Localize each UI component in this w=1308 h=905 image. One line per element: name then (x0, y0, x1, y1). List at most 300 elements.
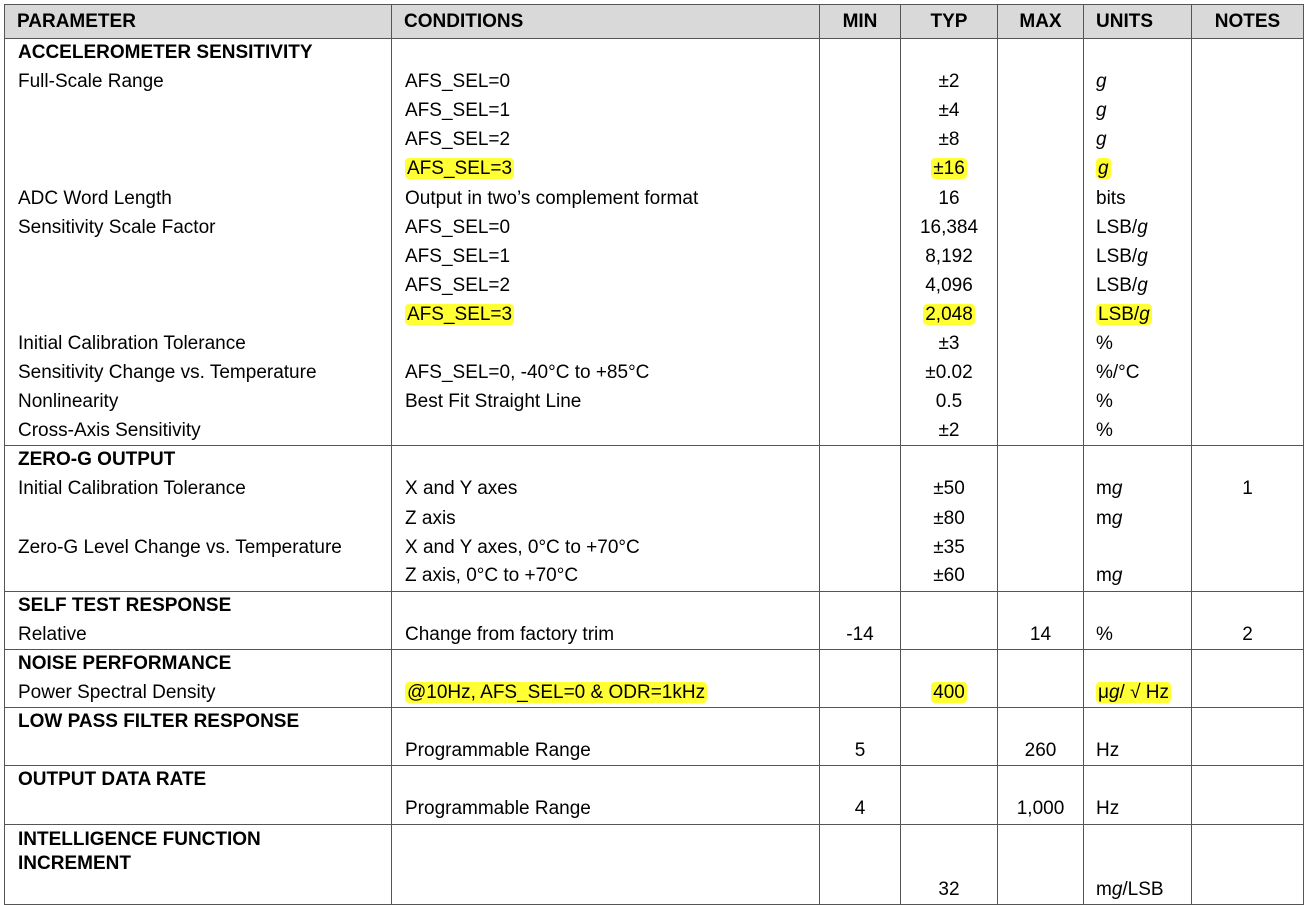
max-cell (998, 562, 1084, 591)
min-value: 5 (854, 740, 866, 762)
max-cell (998, 446, 1084, 475)
conditions-value: Z axis (405, 507, 456, 529)
typ-cell (901, 446, 998, 475)
notes-cell (1192, 562, 1304, 591)
min-cell (820, 737, 901, 766)
units-cell (1084, 824, 1192, 876)
conditions-value: AFS_SEL=2 (405, 274, 511, 296)
conditions-value: X and Y axes, 0°C to +70°C (405, 536, 640, 558)
units-value: g (1098, 158, 1109, 180)
parameter-cell (5, 504, 392, 533)
group-title: ACCELEROMETER SENSITIVITY (5, 39, 392, 68)
table-row (5, 97, 1304, 126)
min-value: 4 (854, 798, 866, 820)
notes-cell (1192, 359, 1304, 388)
units-cell (1084, 213, 1192, 242)
col-header-notes: NOTES (1192, 5, 1304, 39)
parameter-cell (5, 184, 392, 213)
parameter-cell (5, 620, 392, 649)
notes-value: 1 (1242, 478, 1253, 500)
notes-cell (1192, 242, 1304, 271)
typ-cell (901, 649, 998, 678)
typ-value: 2,048 (925, 303, 973, 325)
conditions-cell (392, 679, 820, 708)
units-value: μg/ √ Hz (1098, 681, 1170, 703)
typ-value: ±3 (938, 332, 960, 354)
parameter-value: Power Spectral Density (18, 681, 216, 703)
typ-cell (901, 213, 998, 242)
min-cell (820, 39, 901, 68)
conditions-cell (392, 213, 820, 242)
group-header-row (5, 39, 1304, 68)
max-cell (998, 504, 1084, 533)
conditions-cell (392, 649, 820, 678)
conditions-cell (392, 446, 820, 475)
typ-cell (901, 155, 998, 184)
typ-value: ±4 (938, 100, 960, 122)
parameter-cell (5, 388, 392, 417)
table-row (5, 475, 1304, 504)
parameter-cell (5, 737, 392, 766)
table-row (5, 213, 1304, 242)
max-cell (998, 824, 1084, 876)
units-cell (1084, 876, 1192, 905)
max-cell (998, 155, 1084, 184)
max-cell (998, 388, 1084, 417)
min-cell (820, 300, 901, 329)
typ-cell (901, 388, 998, 417)
units-value: mg (1096, 565, 1123, 587)
units-cell (1084, 708, 1192, 737)
conditions-value: AFS_SEL=1 (405, 100, 511, 122)
typ-cell (901, 824, 998, 876)
max-cell (998, 475, 1084, 504)
typ-cell (901, 359, 998, 388)
units-cell (1084, 446, 1192, 475)
conditions-value: AFS_SEL=3 (407, 303, 513, 325)
group-title: OUTPUT DATA RATE (5, 766, 392, 795)
max-cell (998, 126, 1084, 155)
max-cell (998, 300, 1084, 329)
typ-cell (901, 679, 998, 708)
units-cell (1084, 766, 1192, 795)
units-cell (1084, 271, 1192, 300)
col-header-conditions: CONDITIONS (392, 5, 820, 39)
typ-cell (901, 300, 998, 329)
typ-value: ±2 (938, 71, 960, 93)
units-value: mg (1096, 478, 1123, 500)
col-header-typ: TYP (901, 5, 998, 39)
conditions-cell (392, 359, 820, 388)
group-header-row (5, 708, 1304, 737)
table-row (5, 417, 1304, 446)
units-cell (1084, 620, 1192, 649)
table-row (5, 155, 1304, 184)
typ-cell (901, 737, 998, 766)
conditions-cell (392, 562, 820, 591)
notes-cell (1192, 737, 1304, 766)
notes-cell (1192, 300, 1304, 329)
parameter-cell (5, 271, 392, 300)
conditions-cell (392, 300, 820, 329)
typ-cell (901, 562, 998, 591)
typ-value: ±50 (933, 478, 965, 500)
units-value: Hz (1096, 798, 1120, 820)
typ-cell (901, 417, 998, 446)
parameter-value: Full-Scale Range (18, 71, 164, 93)
col-header-units: UNITS (1084, 5, 1192, 39)
typ-value: 400 (933, 681, 965, 703)
table-row (5, 271, 1304, 300)
conditions-cell (392, 388, 820, 417)
max-cell (998, 213, 1084, 242)
min-cell (820, 359, 901, 388)
notes-cell (1192, 39, 1304, 68)
min-cell (820, 824, 901, 876)
group-title: ZERO-G OUTPUT (5, 446, 392, 475)
units-value: Hz (1096, 740, 1120, 762)
header-row (5, 5, 1304, 39)
conditions-cell (392, 126, 820, 155)
notes-cell (1192, 388, 1304, 417)
units-cell (1084, 388, 1192, 417)
notes-cell (1192, 649, 1304, 678)
conditions-value: AFS_SEL=0 (405, 216, 511, 238)
typ-cell (901, 591, 998, 620)
col-header-min: MIN (820, 5, 901, 39)
parameter-cell (5, 155, 392, 184)
table-row (5, 504, 1304, 533)
typ-cell (901, 126, 998, 155)
parameter-value: Relative (18, 623, 87, 645)
min-cell (820, 504, 901, 533)
min-cell (820, 766, 901, 795)
parameter-cell (5, 475, 392, 504)
max-cell (998, 766, 1084, 795)
max-value: 1,000 (1016, 798, 1065, 820)
min-cell (820, 591, 901, 620)
group-title: LOW PASS FILTER RESPONSE (5, 708, 392, 737)
units-value: LSB/g (1096, 216, 1148, 238)
units-cell (1084, 242, 1192, 271)
max-cell (998, 39, 1084, 68)
conditions-cell (392, 271, 820, 300)
typ-cell (901, 39, 998, 68)
max-cell (998, 68, 1084, 97)
typ-cell (901, 242, 998, 271)
group-title-line: INCREMENT (18, 852, 131, 874)
units-cell (1084, 475, 1192, 504)
typ-cell (901, 475, 998, 504)
units-cell (1084, 126, 1192, 155)
notes-cell (1192, 620, 1304, 649)
units-cell (1084, 359, 1192, 388)
group-title: SELF TEST RESPONSE (5, 591, 392, 620)
table-row (5, 876, 1304, 905)
conditions-value: Output in two’s complement format (405, 187, 699, 209)
conditions-value: AFS_SEL=2 (405, 129, 511, 151)
notes-value: 2 (1242, 623, 1253, 645)
max-cell (998, 417, 1084, 446)
conditions-cell (392, 475, 820, 504)
units-cell (1084, 329, 1192, 358)
notes-cell (1192, 155, 1304, 184)
min-cell (820, 708, 901, 737)
min-cell (820, 126, 901, 155)
parameter-cell (5, 126, 392, 155)
typ-cell (901, 504, 998, 533)
units-value: % (1096, 420, 1113, 442)
conditions-cell (392, 504, 820, 533)
parameter-cell (5, 417, 392, 446)
conditions-value: @10Hz, AFS_SEL=0 & ODR=1kHz (407, 681, 706, 703)
typ-value: ±8 (938, 129, 960, 151)
units-value: %/°C (1096, 362, 1140, 384)
conditions-value: Z axis, 0°C to +70°C (405, 565, 579, 587)
typ-cell (901, 184, 998, 213)
conditions-cell (392, 737, 820, 766)
notes-cell (1192, 97, 1304, 126)
group-header-row (5, 766, 1304, 795)
parameter-cell (5, 795, 392, 824)
conditions-cell (392, 242, 820, 271)
units-cell (1084, 68, 1192, 97)
table-row (5, 68, 1304, 97)
typ-value: ±35 (933, 536, 965, 558)
units-value: LSB/g (1096, 274, 1148, 296)
parameter-cell (5, 876, 392, 905)
conditions-value: X and Y axes (405, 478, 518, 500)
conditions-cell (392, 708, 820, 737)
parameter-cell (5, 213, 392, 242)
conditions-cell (392, 97, 820, 126)
conditions-cell (392, 39, 820, 68)
max-cell (998, 795, 1084, 824)
notes-cell (1192, 446, 1304, 475)
notes-cell (1192, 876, 1304, 905)
notes-cell (1192, 679, 1304, 708)
table-row (5, 329, 1304, 358)
units-cell (1084, 504, 1192, 533)
conditions-value: AFS_SEL=3 (407, 158, 513, 180)
typ-cell (901, 876, 998, 905)
table-row (5, 184, 1304, 213)
group-title: NOISE PERFORMANCE (5, 649, 392, 678)
conditions-cell (392, 620, 820, 649)
min-cell (820, 446, 901, 475)
max-cell (998, 184, 1084, 213)
max-cell (998, 649, 1084, 678)
max-cell (998, 242, 1084, 271)
typ-cell (901, 533, 998, 562)
parameter-cell (5, 242, 392, 271)
notes-cell (1192, 271, 1304, 300)
notes-cell (1192, 475, 1304, 504)
table-row (5, 562, 1304, 591)
spec-table-body (5, 39, 1304, 905)
notes-cell (1192, 504, 1304, 533)
min-cell (820, 184, 901, 213)
parameter-value: Nonlinearity (18, 391, 119, 413)
units-value: LSB/g (1096, 245, 1148, 267)
min-cell (820, 620, 901, 649)
typ-cell (901, 68, 998, 97)
units-value: % (1096, 623, 1113, 645)
min-cell (820, 649, 901, 678)
max-cell (998, 591, 1084, 620)
units-cell (1084, 155, 1192, 184)
notes-cell (1192, 184, 1304, 213)
notes-cell (1192, 533, 1304, 562)
typ-value: ±60 (933, 565, 965, 587)
max-cell (998, 679, 1084, 708)
min-cell (820, 388, 901, 417)
units-value: g (1096, 100, 1107, 122)
parameter-cell (5, 533, 392, 562)
parameter-cell (5, 300, 392, 329)
typ-cell (901, 97, 998, 126)
group-header-row (5, 446, 1304, 475)
max-cell (998, 533, 1084, 562)
parameter-cell (5, 68, 392, 97)
max-value: 14 (1029, 623, 1052, 645)
table-row (5, 126, 1304, 155)
group-header-row (5, 649, 1304, 678)
notes-cell (1192, 795, 1304, 824)
conditions-cell (392, 533, 820, 562)
table-row (5, 300, 1304, 329)
parameter-cell (5, 359, 392, 388)
group-header-row (5, 824, 1304, 876)
typ-value: ±2 (938, 420, 960, 442)
conditions-cell (392, 184, 820, 213)
notes-cell (1192, 417, 1304, 446)
min-cell (820, 271, 901, 300)
typ-value: ±16 (933, 158, 965, 180)
max-cell (998, 359, 1084, 388)
parameter-value: Zero-G Level Change vs. Temperature (18, 536, 342, 558)
conditions-cell (392, 824, 820, 876)
min-cell (820, 155, 901, 184)
conditions-value: AFS_SEL=0 (405, 71, 511, 93)
min-cell (820, 213, 901, 242)
typ-value: 4,096 (925, 274, 973, 296)
notes-cell (1192, 68, 1304, 97)
parameter-cell (5, 562, 392, 591)
units-value: % (1096, 332, 1113, 354)
conditions-value: Programmable Range (405, 798, 591, 820)
conditions-value: Best Fit Straight Line (405, 391, 582, 413)
notes-cell (1192, 766, 1304, 795)
parameter-cell (5, 329, 392, 358)
notes-cell (1192, 708, 1304, 737)
typ-cell (901, 766, 998, 795)
max-cell (998, 708, 1084, 737)
units-cell (1084, 591, 1192, 620)
min-cell (820, 562, 901, 591)
typ-value: ±80 (933, 507, 965, 529)
units-value: g (1096, 71, 1107, 93)
typ-value: 8,192 (925, 245, 973, 267)
conditions-cell (392, 795, 820, 824)
notes-cell (1192, 329, 1304, 358)
typ-value: 16,384 (919, 216, 979, 238)
notes-cell (1192, 824, 1304, 876)
min-cell (820, 876, 901, 905)
table-row (5, 620, 1304, 649)
min-cell (820, 533, 901, 562)
col-header-parameter: PARAMETER (5, 5, 392, 39)
max-value: 260 (1024, 740, 1057, 762)
notes-cell (1192, 591, 1304, 620)
units-cell (1084, 300, 1192, 329)
units-value: g (1096, 129, 1107, 151)
typ-value: 32 (938, 878, 960, 900)
group-title-line: INTELLIGENCE FUNCTION (18, 828, 261, 850)
table-row (5, 242, 1304, 271)
parameter-value: Sensitivity Scale Factor (18, 216, 216, 238)
conditions-value: AFS_SEL=0, -40°C to +85°C (405, 362, 650, 384)
typ-cell (901, 329, 998, 358)
min-cell (820, 475, 901, 504)
group-title (5, 824, 392, 876)
typ-cell (901, 795, 998, 824)
units-cell (1084, 679, 1192, 708)
min-cell (820, 679, 901, 708)
conditions-cell (392, 876, 820, 905)
units-cell (1084, 737, 1192, 766)
units-value: bits (1096, 187, 1126, 209)
typ-value: 0.5 (935, 391, 963, 413)
typ-value: 16 (938, 187, 960, 209)
group-header-row (5, 591, 1304, 620)
min-cell (820, 68, 901, 97)
conditions-cell (392, 68, 820, 97)
col-header-max: MAX (998, 5, 1084, 39)
units-value: mg (1096, 507, 1123, 529)
min-cell (820, 242, 901, 271)
max-cell (998, 329, 1084, 358)
notes-cell (1192, 126, 1304, 155)
typ-value: ±0.02 (925, 362, 973, 384)
parameter-value: Initial Calibration Tolerance (18, 478, 246, 500)
parameter-cell (5, 679, 392, 708)
min-value: -14 (846, 623, 874, 645)
units-value: mg/LSB (1096, 878, 1164, 900)
conditions-cell (392, 155, 820, 184)
conditions-cell (392, 591, 820, 620)
table-row (5, 737, 1304, 766)
max-cell (998, 876, 1084, 905)
min-cell (820, 97, 901, 126)
conditions-cell (392, 766, 820, 795)
notes-cell (1192, 213, 1304, 242)
typ-cell (901, 271, 998, 300)
table-row (5, 533, 1304, 562)
parameter-value: Cross-Axis Sensitivity (18, 420, 201, 442)
max-cell (998, 737, 1084, 766)
units-cell (1084, 649, 1192, 678)
typ-cell (901, 708, 998, 737)
max-cell (998, 620, 1084, 649)
conditions-value: Programmable Range (405, 740, 591, 762)
units-cell (1084, 562, 1192, 591)
units-cell (1084, 795, 1192, 824)
conditions-cell (392, 417, 820, 446)
parameter-value: Initial Calibration Tolerance (18, 332, 246, 354)
units-cell (1084, 417, 1192, 446)
units-cell (1084, 533, 1192, 562)
